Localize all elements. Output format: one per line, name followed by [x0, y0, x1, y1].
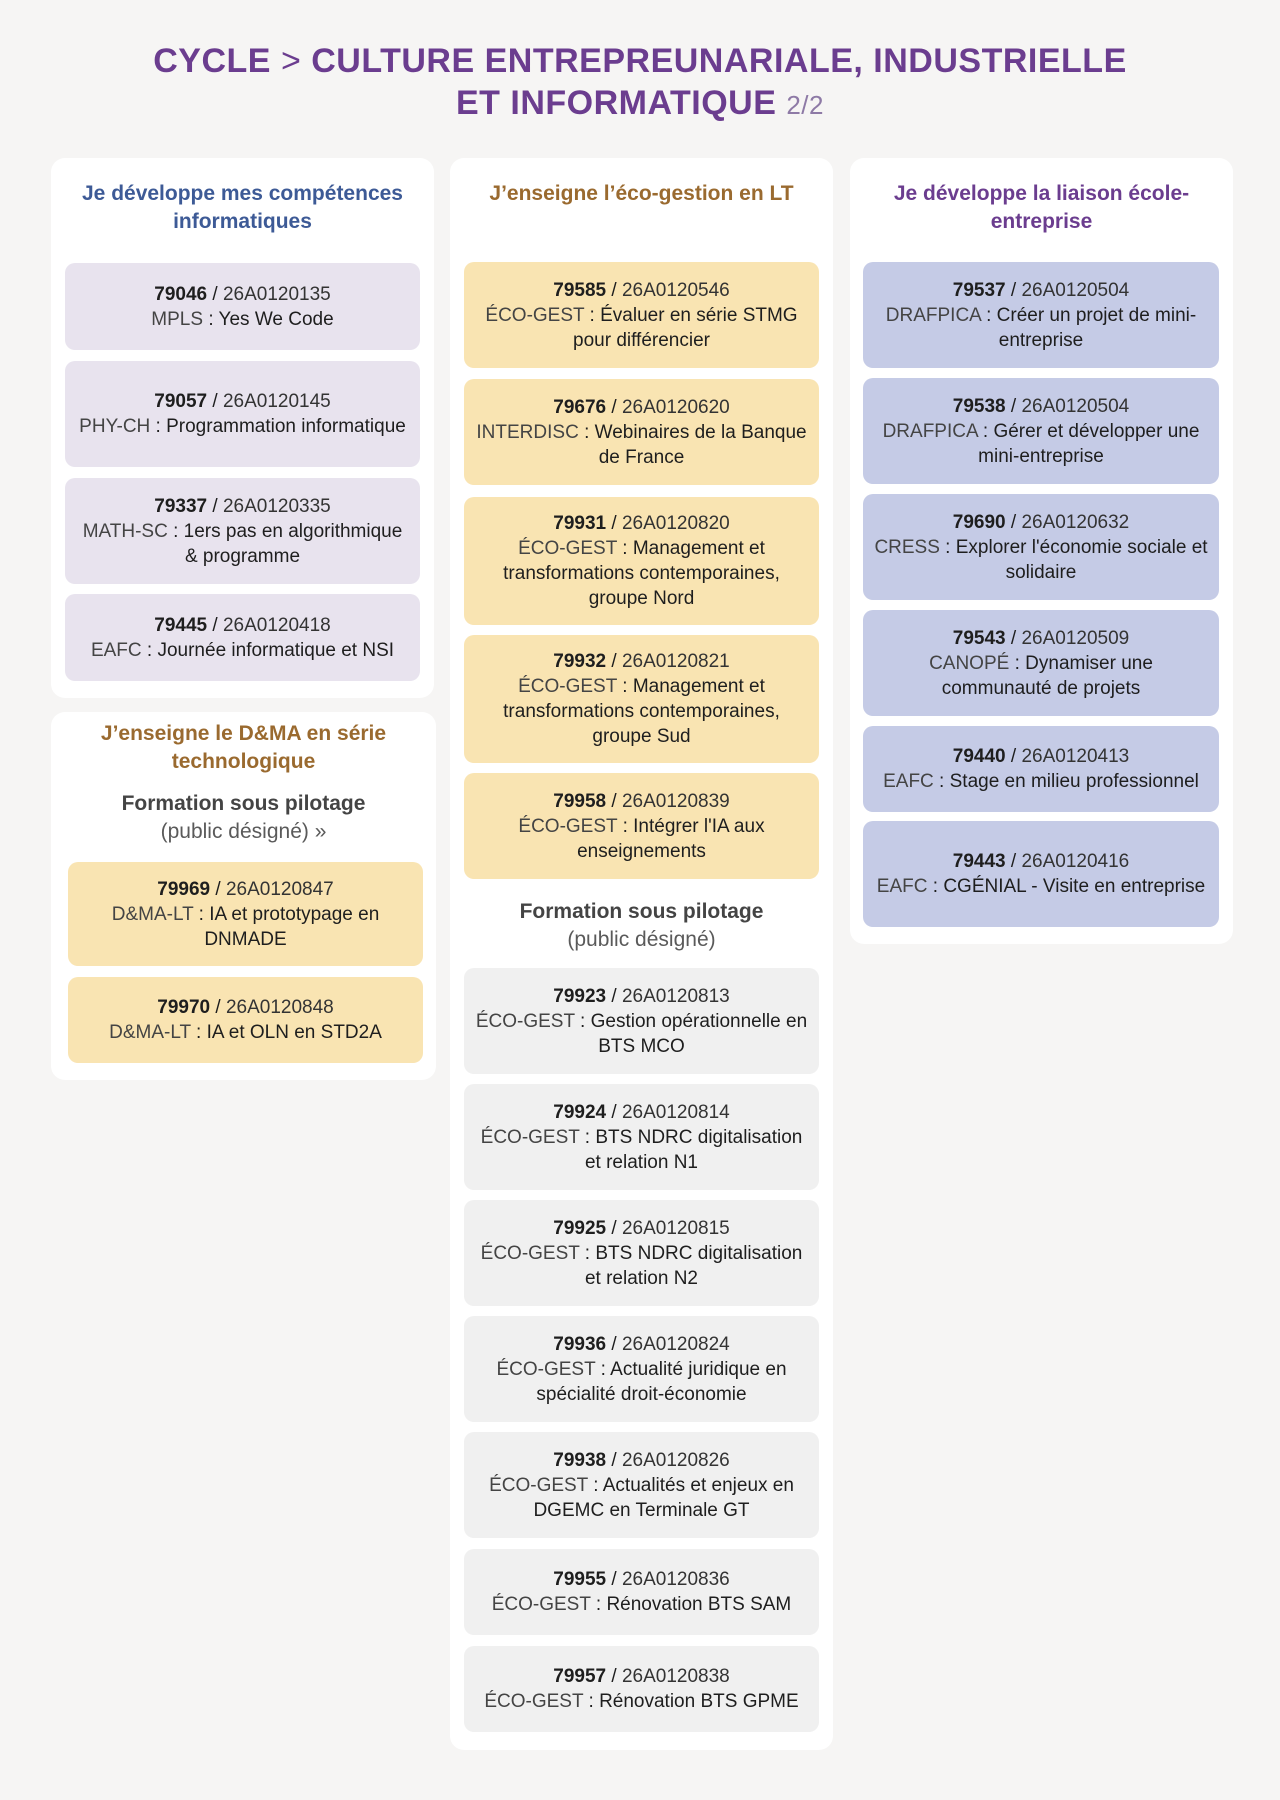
card-title: Management et transformations contemporaines, groupe Nord: [503, 538, 780, 609]
card-number: 79443: [952, 851, 1006, 872]
training-card[interactable]: [68, 977, 423, 1063]
pilot-label: Formation sous pilotage: [121, 792, 366, 815]
card-code: 79585 / 26A0120546: [553, 279, 730, 301]
card-description: ÉCO-GEST : Actualités et enjeux en DGEMC en Terminale GT: [489, 1474, 794, 1521]
training-card[interactable]: [464, 497, 819, 625]
card-code: 79543 / 26A0120509: [952, 627, 1130, 649]
card-description: ÉCO-GEST : Intégrer l'IA aux enseignements: [518, 815, 765, 862]
card-number: 79537: [952, 279, 1006, 301]
card-description: ÉCO-GEST : BTS NDRC digitalisation et relation N2: [480, 1242, 803, 1289]
card-reference: 26A0120145: [222, 391, 331, 412]
training-card[interactable]: [464, 379, 819, 485]
page-title: [0, 40, 1280, 126]
title-separator: >: [280, 42, 302, 80]
card-code: 79924 / 26A0120814: [553, 1101, 730, 1123]
card-number: 79046: [154, 283, 208, 305]
card-code: 79443 / 26A0120416: [952, 851, 1130, 872]
card-reference: 26A0120836: [621, 1569, 730, 1590]
card-number: 79925: [553, 1217, 607, 1239]
pilot-subtitle: [61, 790, 426, 846]
card-category: ÉCO-GEST: [485, 304, 585, 326]
card-code: 79923 / 26A0120813: [553, 985, 730, 1007]
card-description: EAFC : Stage en milieu professionnel: [883, 771, 1199, 792]
card-category: ÉCO-GEST: [480, 1126, 580, 1148]
card-description: PHY-CH : Programmation informatique: [79, 416, 406, 437]
card-description: CANOPÉ : Dynamiser une communauté de projets: [929, 652, 1153, 699]
card-number: 79538: [952, 395, 1006, 417]
card-code: 79957 / 26A0120838: [553, 1666, 730, 1687]
card-title: Gestion opérationnelle en BTS MCO: [590, 1010, 808, 1057]
card-description: ÉCO-GEST : Évaluer en série STMG pour différencier: [485, 304, 798, 351]
card-reference: 26A0120826: [621, 1449, 730, 1471]
card-title: Créer un projet de mini-entreprise: [996, 304, 1197, 351]
card-reference: 26A0120509: [1021, 627, 1130, 649]
card-description: ÉCO-GEST : Actualité juridique en spécialité droit-économie: [496, 1358, 787, 1405]
training-card[interactable]: [863, 821, 1219, 927]
card-reference: 26A0120504: [1021, 395, 1130, 417]
card-code: 79337 / 26A0120335: [154, 495, 331, 517]
card-description: DRAFPICA : Gérer et développer une mini-entreprise: [882, 420, 1200, 467]
card-category: ÉCO-GEST: [489, 1474, 588, 1496]
card-code: 79938 / 26A0120826: [553, 1449, 730, 1471]
card-description: D&MA-LT : IA et prototypage en DNMADE: [111, 903, 380, 950]
card-number: 79445: [154, 614, 208, 636]
training-card[interactable]: [68, 862, 423, 966]
card-reference: 26A0120814: [621, 1101, 730, 1123]
card-title: Dynamiser une communauté de projets: [941, 652, 1153, 699]
card-number: 79957: [553, 1666, 607, 1687]
card-reference: 26A0120504: [1021, 279, 1130, 301]
card-title: Stage en milieu professionnel: [949, 771, 1199, 792]
card-category: EAFC: [876, 876, 928, 897]
pilot-label: Formation sous pilotage: [519, 900, 764, 923]
card-category: EAFC: [90, 639, 142, 661]
pilot-public: (public désigné) »: [160, 820, 327, 843]
pilot-public: (public désigné): [567, 928, 716, 951]
card-title: Évaluer en série STMG pour différencier: [573, 304, 798, 351]
card-description: ÉCO-GEST : Management et transformations contemporaines, groupe Sud: [503, 676, 780, 747]
training-card[interactable]: [464, 1549, 819, 1635]
card-number: 79543: [952, 627, 1006, 649]
card-category: ÉCO-GEST: [480, 1242, 580, 1264]
training-card[interactable]: [863, 726, 1219, 812]
card-description: ÉCO-GEST : Rénovation BTS SAM: [491, 1594, 792, 1615]
card-number: 79938: [553, 1449, 607, 1471]
card-code: 79969 / 26A0120847: [157, 878, 334, 900]
card-category: DRAFPICA: [885, 304, 981, 326]
training-card[interactable]: [863, 378, 1219, 484]
card-number: 79970: [157, 997, 211, 1018]
card-reference: 26A0120416: [1021, 851, 1130, 872]
card-reference: 26A0120820: [621, 513, 730, 534]
card-title: Yes We Code: [218, 308, 334, 330]
card-number: 79936: [553, 1333, 607, 1355]
training-card[interactable]: [863, 494, 1219, 600]
card-description: CRESS : Explorer l'économie sociale et solidaire: [874, 536, 1208, 583]
training-card[interactable]: [464, 1200, 819, 1306]
card-category: MATH-SC: [82, 520, 168, 542]
pilot-subtitle: [460, 898, 823, 954]
card-title: BTS NDRC digitalisation et relation N2: [584, 1242, 803, 1289]
card-code: 79690 / 26A0120632: [952, 511, 1130, 533]
training-card[interactable]: [863, 262, 1219, 368]
card-reference: 26A0120847: [225, 878, 334, 900]
card-reference: 26A0120821: [621, 651, 730, 672]
card-reference: 26A0120620: [621, 396, 730, 418]
card-category: DRAFPICA: [882, 420, 978, 442]
card-category: MPLS: [151, 308, 204, 330]
card-reference: 26A0120848: [225, 997, 334, 1018]
training-card[interactable]: [464, 1646, 819, 1732]
card-number: 79923: [553, 985, 607, 1007]
card-category: CRESS: [874, 536, 940, 558]
card-category: CANOPÉ: [929, 652, 1010, 674]
card-code: 79925 / 26A0120815: [553, 1217, 730, 1239]
card-description: MATH-SC : 1ers pas en algorithmique & programme: [82, 520, 403, 567]
card-number: 79690: [952, 511, 1006, 533]
training-card[interactable]: [863, 610, 1219, 716]
card-description: MPLS : Yes We Code: [151, 308, 334, 330]
card-category: D&MA-LT: [109, 1022, 191, 1043]
card-code: 79932 / 26A0120821: [553, 651, 730, 672]
card-description: DRAFPICA : Créer un projet de mini-entreprise: [885, 304, 1197, 351]
card-description: EAFC : CGÉNIAL - Visite en entreprise: [876, 876, 1206, 897]
card-number: 79440: [952, 746, 1006, 767]
card-number: 79932: [553, 651, 607, 672]
card-category: D&MA-LT: [111, 903, 194, 925]
card-title: Actualités et enjeux en DGEMC en Terminale GT: [533, 1474, 794, 1521]
card-title: Gérer et développer une mini-entreprise: [978, 420, 1200, 467]
training-card[interactable]: [65, 361, 420, 467]
card-code: 79936 / 26A0120824: [553, 1333, 730, 1355]
card-category: ÉCO-GEST: [518, 676, 617, 697]
card-category: PHY-CH: [79, 416, 151, 437]
card-description: INTERDISC : Webinaires de la Banque de France: [476, 421, 807, 468]
card-title: Explorer l'économie sociale et solidaire: [955, 536, 1208, 583]
card-reference: 26A0120838: [621, 1666, 730, 1687]
card-reference: 26A0120824: [621, 1333, 730, 1355]
card-number: 79955: [553, 1569, 607, 1590]
card-title: Programmation informatique: [166, 416, 406, 437]
card-number: 79931: [553, 513, 607, 534]
card-code: 79445 / 26A0120418: [154, 614, 331, 636]
card-description: ÉCO-GEST : Gestion opérationnelle en BTS MCO: [475, 1010, 808, 1057]
panel-title: Je développe la liaison école-entreprise: [893, 182, 1190, 233]
card-title: Intégrer l'IA aux enseignements: [577, 815, 765, 862]
card-reference: 26A0120335: [222, 495, 331, 517]
card-number: 79057: [154, 391, 208, 412]
card-title: Journée informatique et NSI: [157, 639, 395, 661]
card-description: ÉCO-GEST : Management et transformations contemporaines, groupe Nord: [503, 538, 780, 609]
card-category: ÉCO-GEST: [491, 1594, 591, 1615]
card-title: Actualité juridique en spécialité droit-économie: [536, 1358, 787, 1405]
card-reference: 26A0120418: [222, 614, 331, 636]
card-category: ÉCO-GEST: [518, 815, 618, 837]
training-card[interactable]: [464, 262, 819, 368]
card-number: 79958: [553, 790, 607, 812]
card-title: Management et transformations contemporaines, groupe Sud: [503, 676, 780, 747]
card-category: INTERDISC: [476, 421, 579, 443]
card-reference: 26A0120839: [621, 790, 730, 812]
training-card[interactable]: [65, 594, 420, 681]
card-title: 1ers pas en algorithmique & programme: [183, 520, 403, 567]
card-title: Rénovation BTS GPME: [599, 1691, 799, 1712]
title-line2: ET INFORMATIQUE: [455, 84, 777, 122]
card-title: IA et prototypage en DNMADE: [204, 903, 380, 950]
card-reference: 26A0120813: [621, 985, 730, 1007]
card-code: 79970 / 26A0120848: [157, 997, 334, 1018]
card-reference: 26A0120546: [621, 279, 730, 301]
card-description: ÉCO-GEST : Rénovation BTS GPME: [484, 1691, 799, 1712]
card-category: ÉCO-GEST: [496, 1358, 596, 1380]
card-code: 79537 / 26A0120504: [952, 279, 1130, 301]
page-number: 2/2: [786, 90, 824, 120]
card-code: 79958 / 26A0120839: [553, 790, 730, 812]
training-card[interactable]: [464, 1432, 819, 1538]
panel-title: J’enseigne l’éco-gestion en LT: [489, 182, 794, 205]
card-number: 79676: [553, 396, 607, 418]
card-code: 79046 / 26A0120135: [154, 283, 331, 305]
card-code: 79955 / 26A0120836: [553, 1569, 730, 1590]
card-category: ÉCO-GEST: [484, 1691, 584, 1712]
card-reference: 26A0120632: [1021, 511, 1130, 533]
card-description: EAFC : Journée informatique et NSI: [90, 639, 395, 661]
card-number: 79969: [157, 878, 211, 900]
training-card[interactable]: [464, 968, 819, 1074]
card-code: 79057 / 26A0120145: [154, 391, 331, 412]
card-category: ÉCO-GEST: [518, 538, 617, 559]
card-title: IA et OLN en STD2A: [206, 1022, 382, 1043]
training-card[interactable]: [464, 1084, 819, 1190]
card-reference: 26A0120135: [222, 283, 331, 305]
card-code: 79538 / 26A0120504: [952, 395, 1130, 417]
card-reference: 26A0120815: [621, 1217, 730, 1239]
training-card[interactable]: [65, 478, 420, 584]
card-number: 79924: [553, 1101, 607, 1123]
card-description: ÉCO-GEST : BTS NDRC digitalisation et relation N1: [480, 1126, 803, 1173]
title-main: CULTURE ENTREPREUNARIALE, INDUSTRIELLE: [311, 42, 1127, 80]
card-category: ÉCO-GEST: [475, 1010, 575, 1032]
training-card[interactable]: [464, 1316, 819, 1422]
training-card[interactable]: [464, 773, 819, 879]
card-number: 79585: [553, 279, 607, 301]
title-cycle: CYCLE: [153, 42, 271, 80]
card-category: EAFC: [883, 771, 934, 792]
training-card[interactable]: [464, 635, 819, 763]
card-code: 79440 / 26A0120413: [952, 746, 1130, 767]
panel-title: Je développe mes compétences informatiques: [82, 182, 403, 233]
training-card[interactable]: [65, 263, 420, 350]
panel-title: J’enseigne le D&MA en série technologique: [100, 722, 387, 773]
card-reference: 26A0120413: [1021, 746, 1130, 767]
card-code: 79931 / 26A0120820: [553, 513, 730, 534]
card-title: BTS NDRC digitalisation et relation N1: [584, 1126, 803, 1173]
card-title: CGÉNIAL - Visite en entreprise: [943, 876, 1206, 897]
card-title: Rénovation BTS SAM: [606, 1594, 792, 1615]
card-code: 79676 / 26A0120620: [553, 396, 730, 418]
card-title: Webinaires de la Banque de France: [594, 421, 807, 468]
card-description: D&MA-LT : IA et OLN en STD2A: [109, 1022, 382, 1043]
card-number: 79337: [154, 495, 208, 517]
